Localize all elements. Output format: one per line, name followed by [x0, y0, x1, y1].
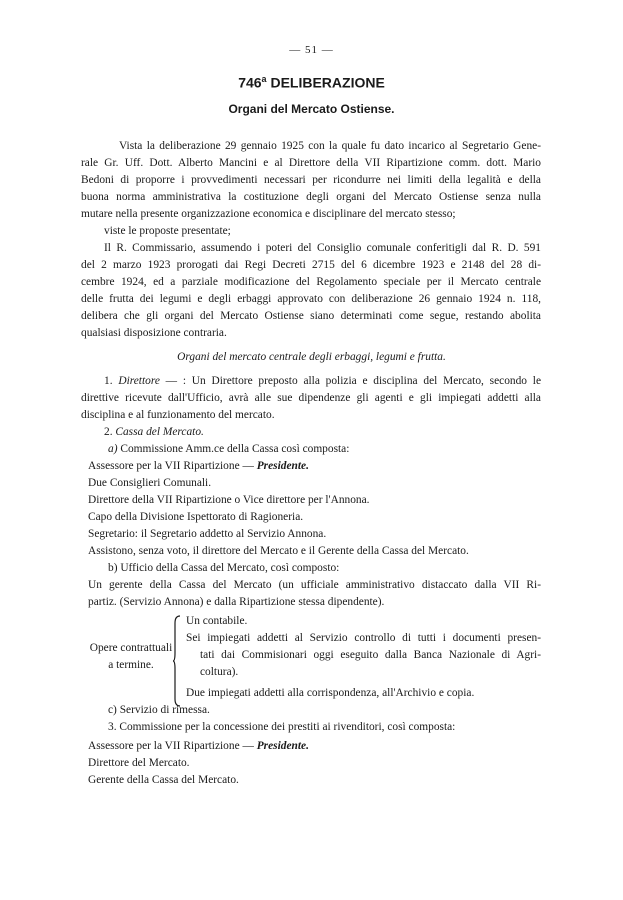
cassa-a-line [108, 441, 541, 458]
member-assessore [88, 458, 541, 475]
preamble-line: Bedoni di proporre i provvedimenti necessari per ricondurre nei limiti della legalità e della [81, 174, 541, 186]
member-segretario: Segretario: il Segretario addetto al Servizio Annona. [88, 528, 327, 540]
cassa-label: Cassa del Mercato. [115, 426, 204, 438]
direttore-line-3: disciplina e al funzionamento del mercato. [81, 409, 275, 421]
prestiti-heading: 3. Commissione per la concessione dei prestiti ai rivenditori, così composta: [108, 721, 456, 733]
gerente-line-1: Un gerente della Cassa del Mercato (un ufficiale amministrativo distaccato dalla VII Ri- [88, 579, 541, 591]
ordinal-superscript: a [261, 74, 267, 84]
page-number: — 51 — [289, 44, 334, 56]
opere-sei-line-2: tati dai Commisionari oggi eseguito dalla Banca Nazionale di Agri- [200, 649, 541, 661]
opere-contabile: Un contabile. [186, 615, 248, 627]
preamble-line: mutare nella presente organizzazione economica e disciplinare del mercato stesso; [81, 208, 456, 220]
deliberation-number: 746 [238, 74, 262, 91]
deliberation-subtitle: Organi del Mercato Ostiense. [228, 102, 395, 116]
preamble-line: qualsiasi disposizione contraria. [81, 327, 227, 339]
member-capo: Capo della Divisione Ispettorato di Ragioneria. [88, 511, 304, 523]
opere-label-1: Opere contrattuali [89, 642, 173, 654]
curly-brace [173, 615, 181, 707]
cassa-b-line: b) Ufficio della Cassa del Mercato, così composto: [108, 562, 340, 574]
deliberation-title [0, 74, 623, 91]
cassa-number: 2. [104, 426, 116, 438]
member-consiglieri: Due Consiglieri Comunali. [88, 477, 212, 489]
prestiti-assessore [88, 738, 541, 755]
prestiti-direttore: Direttore del Mercato. [88, 757, 190, 769]
prestiti-gerente: Gerente della Cassa del Mercato. [88, 774, 239, 786]
direttore-label: Direttore [118, 375, 160, 387]
preamble-line: del 2 marzo 1923 prorogati dai Regi Decreti 2715 del 6 dicembre 1923 e 2148 del 28 di- [81, 259, 541, 271]
cassa-a-letter: a) [108, 443, 118, 455]
member-assistono: Assistono, senza voto, il direttore del Mercato e il Gerente della Cassa del Mercato. [88, 545, 469, 557]
preamble-line: Vista la deliberazione 29 gennaio 1925 con la quale fu dato incarico al Segretario Gene- [119, 140, 541, 152]
preamble-line: buona norma amministrativa la costituzione degli organi del Mercato Ostiense senza nulla [81, 191, 541, 203]
preamble-line: delle frutta dei legumi e degli erbaggi approvato con deliberazione 26 gennaio 1924 n. 118, [81, 293, 541, 305]
section-title: Organi del mercato centrale degli erbaggi, legumi e frutta. [177, 351, 446, 363]
member-direttore: Direttore della VII Ripartizione o Vice direttore per l'Annona. [88, 494, 370, 506]
preamble-line: rale Gr. Uff. Dott. Alberto Mancini e al Direttore della VII Ripartizione comm. dott. Mario [81, 157, 541, 169]
opere-sei-line-3: coltura). [200, 666, 239, 678]
direttore-line-2: direttive ricevute dall'Ufficio, avrà alle sue dipendenze gli agenti e gli impiegati addetti alla [81, 392, 541, 404]
opere-sei-line-1: Sei impiegati addetti al Servizio controllo di tutti i documenti presen- [186, 632, 541, 644]
cassa-heading [104, 424, 541, 441]
opere-label-2: a termine. [108, 659, 154, 671]
member-presidente: Presidente. [256, 460, 309, 472]
direttore-number: 1. [104, 375, 119, 387]
preamble-line: Il R. Commissario, assumendo i poteri del Consiglio comunale conferitigli dal R. D. 591 [104, 242, 541, 254]
preamble-line: cembre 1924, ed a parziale modificazione del Regolamento speciale per il Mercato centrale [81, 276, 541, 288]
cassa-a-text: Commissione Amm.ce della Cassa così composta: [117, 443, 350, 455]
direttore-line-1 [104, 373, 541, 390]
preamble-line: viste le proposte presentate; [104, 225, 231, 237]
opere-due: Due impiegati addetti alla corrispondenza, all'Archivio e copia. [186, 687, 475, 699]
cassa-c-line: c) Servizio di rimessa. [108, 704, 210, 716]
preamble-line: delibera che gli organi del Mercato Ostiense siano determinati come segue, restando abolita [81, 310, 541, 322]
direttore-text: — : Un Direttore preposto alla polizia e disciplina del Mercato, secondo le [159, 375, 541, 387]
member-assessore-text: Assessore per la VII Ripartizione — [88, 460, 257, 472]
prestiti-presidente: Presidente. [256, 740, 309, 752]
prestiti-assessore-text: Assessore per la VII Ripartizione — [88, 740, 257, 752]
deliberation-label: DELIBERAZIONE [266, 74, 385, 91]
gerente-line-2: partiz. (Servizio Annona) e dalla Ripartizione stessa dipendente). [88, 596, 385, 608]
